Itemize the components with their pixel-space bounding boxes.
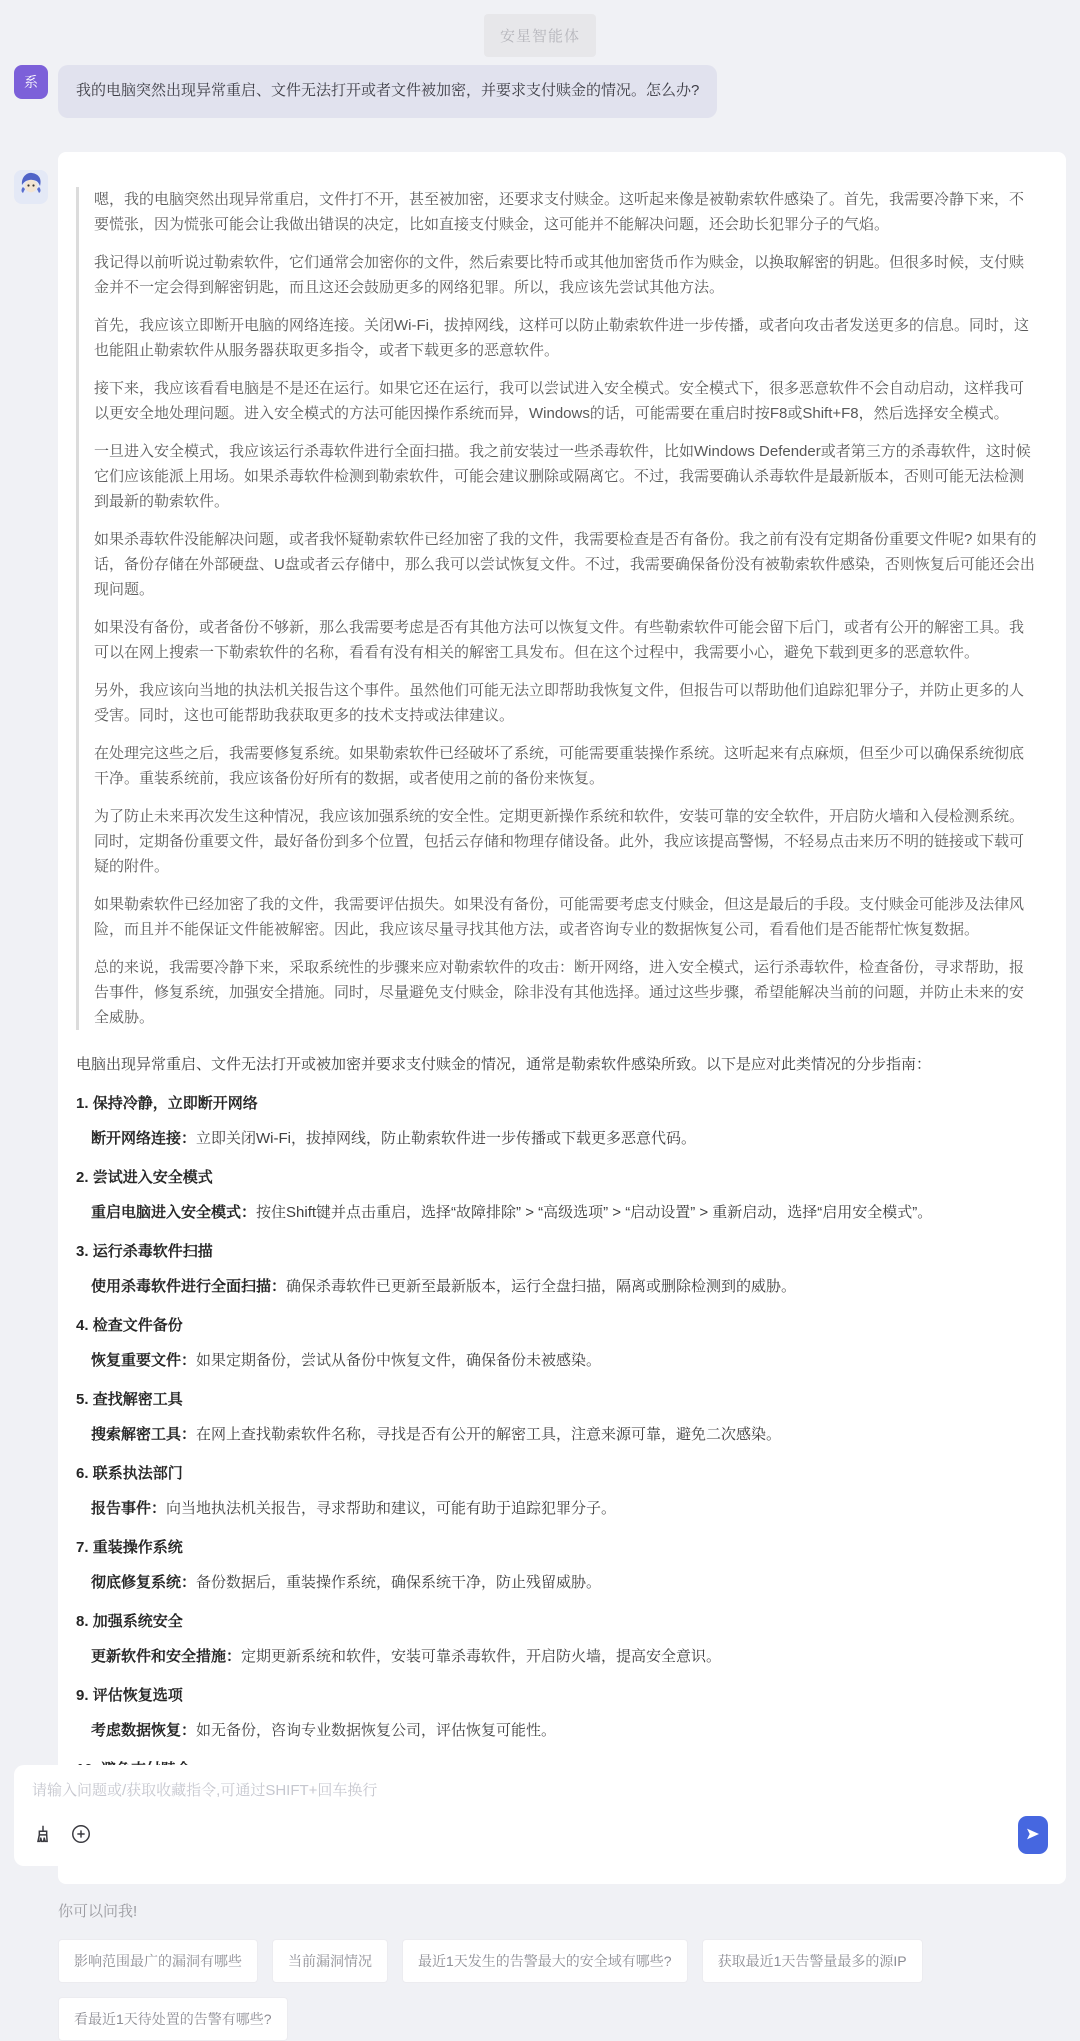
user-message-bubble: 我的电脑突然出现异常重启、文件无法打开或者文件被加密，并要求支付赎金的情况。怎么办? xyxy=(58,65,717,118)
thinking-paragraph: 接下来，我应该看看电脑是不是还在运行。如果它还在运行，我可以尝试进入安全模式。安全模式下，很多恶意软件不会自动启动，这样我可以更安全地处理问题。进入安全模式的方法可能因操作系统而异，Windows的话，可能需要在重启时按F8或Shift+F8，然后选择安全模式。 xyxy=(94,379,1025,422)
composer-toolbar xyxy=(32,1816,1048,1854)
user-avatar: 系 xyxy=(14,65,48,99)
step-detail: 搜索解密工具：在网上查找勒索软件名称，寻找是否有公开的解密工具，注意来源可靠，避免二次感染。 xyxy=(91,1425,782,1443)
page-header xyxy=(0,0,1080,57)
thinking-block xyxy=(76,187,1038,1030)
assistant-avatar xyxy=(14,170,48,204)
thinking-paragraph: 在处理完这些之后，我需要修复系统。如果勒索软件已经破坏了系统，可能需要重装操作系统。这听起来有点麻烦，但至少可以确保系统彻底干净。重装系统前，我应该备份好所有的数据，或者使用之前的备份来恢复。 xyxy=(94,744,1025,787)
step-title: 6. 联系执法部门 xyxy=(76,1464,183,1482)
step-item xyxy=(76,1165,1038,1225)
step-title: 5. 查找解密工具 xyxy=(76,1390,183,1408)
robot-avatar-icon xyxy=(14,170,48,204)
step-detail: 重启电脑进入安全模式：按住Shift键并点击重启，选择“故障排除” > “高级选项” > “启动设置” > 重新启动，选择“启用安全模式”。 xyxy=(91,1203,933,1221)
step-item xyxy=(76,1535,1038,1595)
assistant-message-row xyxy=(0,152,1080,1884)
thinking-paragraph: 一旦进入安全模式，我应该运行杀毒软件进行全面扫描。我之前安装过一些杀毒软件，比如Windows Defender或者第三方的杀毒软件，这时候它们应该能派上用场。如果杀毒软件检测到勒索软件，可能会建议删除或隔离它。不过，我需要确认杀毒软件是最新版本，否则可能无法检测到最新的勒索软件。 xyxy=(94,442,1031,510)
step-title: 1. 保持冷静，立即断开网络 xyxy=(76,1094,258,1112)
step-title: 7. 重装操作系统 xyxy=(76,1538,183,1556)
thinking-paragraph: 嗯，我的电脑突然出现异常重启，文件打不开，甚至被加密，还要求支付赎金。这听起来像是被勒索软件感染了。首先，我需要冷静下来，不要慌张，因为慌张可能会让我做出错误的决定，比如直接支付赎金，这可能并不能解决问题，还会助长犯罪分子的气焰。 xyxy=(94,190,1025,233)
step-detail: 使用杀毒软件进行全面扫描：确保杀毒软件已更新至最新版本，运行全盘扫描，隔离或删除检测到的威胁。 xyxy=(91,1277,797,1295)
step-item xyxy=(76,1387,1038,1447)
step-detail: 恢复重要文件：如果定期备份，尝试从备份中恢复文件，确保备份未被感染。 xyxy=(91,1351,602,1369)
step-title: 9. 评估恢复选项 xyxy=(76,1686,183,1704)
suggestion-chip[interactable]: 获取最近1天告警量最多的源IP xyxy=(702,1939,923,1983)
thinking-paragraph: 如果杀毒软件没能解决问题，或者我怀疑勒索软件已经加密了我的文件，我需要检查是否有备份。我之前有没有定期备份重要文件呢? 如果有的话，备份存储在外部硬盘、U盘或者云存储中，那么我可以尝试恢复文件。不过，我需要确保备份没有被勒索软件感染，否则恢复后可能还会出现问题。 xyxy=(94,530,1037,598)
suggestions-section xyxy=(58,1900,1066,2041)
step-item xyxy=(76,1461,1038,1521)
step-detail: 报告事件：向当地执法机关报告，寻求帮助和建议，可能有助于追踪犯罪分子。 xyxy=(91,1499,617,1517)
step-item xyxy=(76,1091,1038,1151)
step-title: 4. 检查文件备份 xyxy=(76,1316,183,1334)
step-title: 3. 运行杀毒软件扫描 xyxy=(76,1242,213,1260)
step-title: 2. 尝试进入安全模式 xyxy=(76,1168,213,1186)
answer-intro: 电脑出现异常重启、文件无法打开或被加密并要求支付赎金的情况，通常是勒索软件感染所致。以下是应对此类情况的分步指南： xyxy=(76,1055,932,1073)
thinking-paragraph: 如果勒索软件已经加密了我的文件，我需要评估损失。如果没有备份，可能需要考虑支付赎金，但这是最后的手段。支付赎金可能涉及法律风险，而且并不能保证文件能被解密。因此，我应该尽量寻找其他方法，或者咨询专业的数据恢复公司，看看他们是否能帮忙恢复数据。 xyxy=(94,895,1025,938)
send-button[interactable] xyxy=(1018,1816,1048,1854)
steps-list xyxy=(76,1091,1038,1817)
thinking-paragraph: 我记得以前听说过勒索软件，它们通常会加密你的文件，然后索要比特币或其他加密货币作为赎金，以换取解密的钥匙。但很多时候，支付赎金并不一定会得到解密钥匙，而且这还会鼓励更多的网络犯罪。所以，我应该先尝试其他方法。 xyxy=(94,253,1025,296)
assistant-message-card xyxy=(58,152,1066,1884)
step-item xyxy=(76,1313,1038,1373)
step-detail: 彻底修复系统：备份数据后，重装操作系统，确保系统干净，防止残留威胁。 xyxy=(91,1573,602,1591)
thinking-paragraph: 如果没有备份，或者备份不够新，那么我需要考虑是否有其他方法可以恢复文件。有些勒索软件可能会留下后门，或者有公开的解密工具。我可以在网上搜索一下勒索软件的名称，看看有没有相关的解密工具发布。但在这个过程中，我需要小心，避免下载到更多的恶意软件。 xyxy=(94,618,1025,661)
add-attachment-button[interactable] xyxy=(70,1823,92,1848)
step-item xyxy=(76,1239,1038,1299)
suggestion-chip[interactable]: 最近1天发生的告警最大的安全域有哪些? xyxy=(402,1939,688,1983)
message-input[interactable] xyxy=(32,1779,1048,1803)
step-detail: 断开网络连接：立即关闭Wi-Fi，拔掉网线，防止勒索软件进一步传播或下载更多恶意代码。 xyxy=(91,1129,696,1147)
message-composer xyxy=(14,1765,1066,1866)
thinking-paragraph: 另外，我应该向当地的执法机关报告这个事件。虽然他们可能无法立即帮助我恢复文件，但报告可以帮助他们追踪犯罪分子，并防止更多的人受害。同时，这也可能帮助我获取更多的技术支持或法律建议。 xyxy=(94,681,1025,724)
thinking-paragraph: 为了防止未来再次发生这种情况，我应该加强系统的安全性。定期更新操作系统和软件，安装可靠的安全软件，开启防火墙和入侵检测系统。同时，定期备份重要文件，最好备份到多个位置，包括云存储和物理存储设备。此外，我应该提高警惕，不轻易点击来历不明的链接或下载可疑的附件。 xyxy=(94,807,1025,875)
thinking-paragraph: 首先，我应该立即断开电脑的网络连接。关闭Wi-Fi，拔掉网线，这样可以防止勒索软件进一步传播，或者向攻击者发送更多的信息。同时，这也能阻止勒索软件从服务器获取更多指令，或者下载更多的恶意软件。 xyxy=(94,316,1029,359)
step-detail: 更新软件和安全措施：定期更新系统和软件，安装可靠杀毒软件，开启防火墙，提高安全意识。 xyxy=(91,1647,722,1665)
suggestion-chips xyxy=(58,1939,1023,2041)
paper-plane-icon xyxy=(1025,1826,1041,1845)
step-title: 8. 加强系统安全 xyxy=(76,1612,183,1630)
step-item xyxy=(76,1683,1038,1743)
clear-context-button[interactable] xyxy=(32,1823,54,1848)
answer-block xyxy=(76,1052,1038,1858)
broom-icon xyxy=(32,1823,54,1848)
thinking-paragraph: 总的来说，我需要冷静下来，采取系统性的步骤来应对勒索软件的攻击：断开网络，进入安全模式，运行杀毒软件，检查备份，寻求帮助，报告事件，修复系统，加强安全措施。同时，尽量避免支付赎金，除非没有其他选择。通过这些步骤，希望能解决当前的问题，并防止未来的安全威胁。 xyxy=(94,958,1025,1026)
suggestion-chip[interactable]: 看最近1天待处置的告警有哪些? xyxy=(58,1997,288,2041)
step-detail: 考虑数据恢复：如无备份，咨询专业数据恢复公司，评估恢复可能性。 xyxy=(91,1721,557,1739)
suggestion-chip[interactable]: 影响范围最广的漏洞有哪些 xyxy=(58,1939,258,1983)
suggestions-label: 你可以问我! xyxy=(58,1902,138,1920)
agent-title-badge: 安星智能体 xyxy=(484,14,596,57)
user-message-row xyxy=(0,65,1080,118)
step-item xyxy=(76,1609,1038,1669)
plus-circle-icon xyxy=(70,1823,92,1848)
suggestion-chip[interactable]: 当前漏洞情况 xyxy=(272,1939,388,1983)
